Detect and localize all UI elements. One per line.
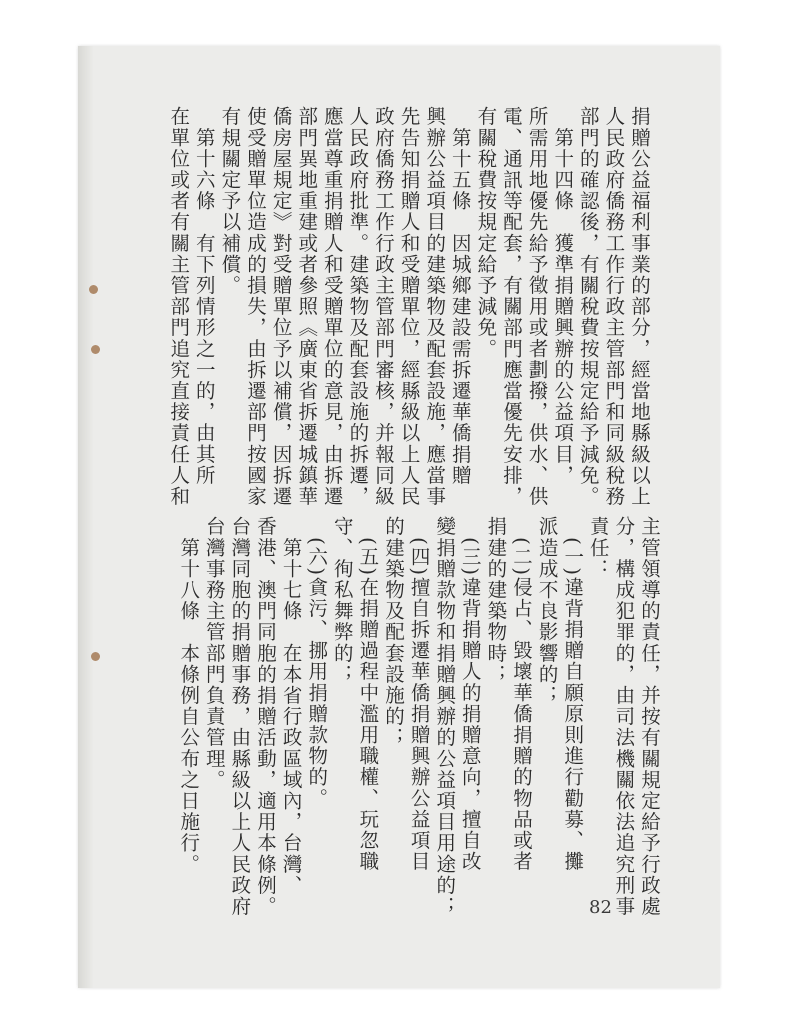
- top-text-column: 有關稅費按規定給予減免。: [474, 106, 498, 360]
- bottom-text-column: (二)侵占、毀壞華僑捐贈的物品或者: [510, 516, 533, 873]
- bottom-text-column: 派造成不良影響的；: [535, 516, 559, 706]
- bottom-text-column: 台灣同胞的捐贈事務，由縣級以上人民政府: [228, 516, 252, 917]
- bottom-text-column: (五)在捐贈過程中濫用職權、玩忽職: [356, 516, 380, 873]
- top-text-column: 電、通訊等配套，有關部門應當優先安排，: [500, 106, 523, 507]
- bottom-text-column: 第十八條 本條例自公布之日施行。: [177, 516, 201, 875]
- top-text-column: 第十六條 有下列情形之一的，由其所: [192, 106, 216, 486]
- bottom-text-column: 分，構成犯罪的，由司法機關依法追究刑事: [612, 516, 636, 917]
- staple-mark-upper: [89, 285, 98, 294]
- staple-mark-lower: [91, 652, 100, 661]
- top-text-column: 人民政府批準。建築物及配套設施的拆遷，: [346, 106, 370, 507]
- bottom-text-column: 台灣事務主管部門負責管理。: [202, 516, 226, 791]
- bottom-text-column: (一)違背捐贈自願原則進行勸募、攤: [561, 516, 585, 873]
- top-text-column: 所需用地優先給予徵用或者劃撥，供水、供: [525, 106, 549, 507]
- top-text-column: 第十四條 獲準捐贈興辦的公益項目，: [551, 106, 575, 486]
- bottom-text-column: 變捐贈款物和捐贈興辦的公益項目用途的；: [433, 516, 457, 917]
- bottom-text-column: (六)貪污、挪用捐贈款物的。: [305, 516, 329, 809]
- bottom-text-column: 捐建的建築物時；: [484, 516, 508, 685]
- top-text-column: 捐贈公益福利事業的部分，經當地縣級以上: [628, 106, 651, 507]
- bottom-text-column: 守、徇私舞弊的；: [330, 516, 354, 685]
- bottom-text-column: 香港、澳門同胞的捐贈活動，適用本條例。: [254, 516, 277, 917]
- top-text-column: 興辦公益項目的建築物及配套設施，應當事: [423, 106, 447, 507]
- top-text-column: 第十五條 因城鄉建設需拆遷華僑捐贈: [448, 106, 472, 486]
- bottom-text-column: (三)違背捐贈人的捐贈意向，擅自改: [458, 516, 482, 873]
- top-text-column: 部門的確認後，有關稅費按規定給予減免。: [576, 106, 600, 507]
- top-text-column: 先告知捐贈人和受贈單位，經縣級以上人民: [397, 106, 421, 507]
- bottom-text-column: 的建築物及配套設施的；: [382, 516, 405, 749]
- bottom-text-column: 責任：: [586, 516, 610, 580]
- top-text-column: 部門異地重建或者參照《廣東省拆遷城鎮華: [295, 106, 319, 507]
- bottom-text-column: 主管領導的責任，并按有關規定給予行政處: [638, 516, 661, 917]
- bottom-text-column: (四)擅自拆遷華僑捐贈興辦公益項目: [407, 516, 431, 873]
- top-text-column: 在單位或者有關主管部門追究直接責任人和: [167, 106, 191, 507]
- top-text-column: 有規關定予以補償。: [218, 106, 242, 296]
- top-text-column: 僑房屋規定》對受贈單位予以補償，因拆遷: [269, 106, 293, 507]
- top-text-column: 政府僑務工作行政主管部門審核，并報同級: [372, 106, 395, 507]
- bottom-text-column: 第十七條 在本省行政區域內，台灣、: [279, 516, 303, 896]
- binding-edge: [78, 46, 94, 988]
- top-text-column: 使受贈單位造成的損失，由拆遷部門按國家: [244, 106, 267, 507]
- staple-mark-middle: [91, 345, 100, 354]
- top-text-column: 人民政府僑務工作行政主管部門和同級稅務: [602, 106, 626, 507]
- page-number: 82: [589, 897, 612, 918]
- top-text-column: 應當尊重捐贈人和受贈單位的意見，由拆遷: [320, 106, 344, 507]
